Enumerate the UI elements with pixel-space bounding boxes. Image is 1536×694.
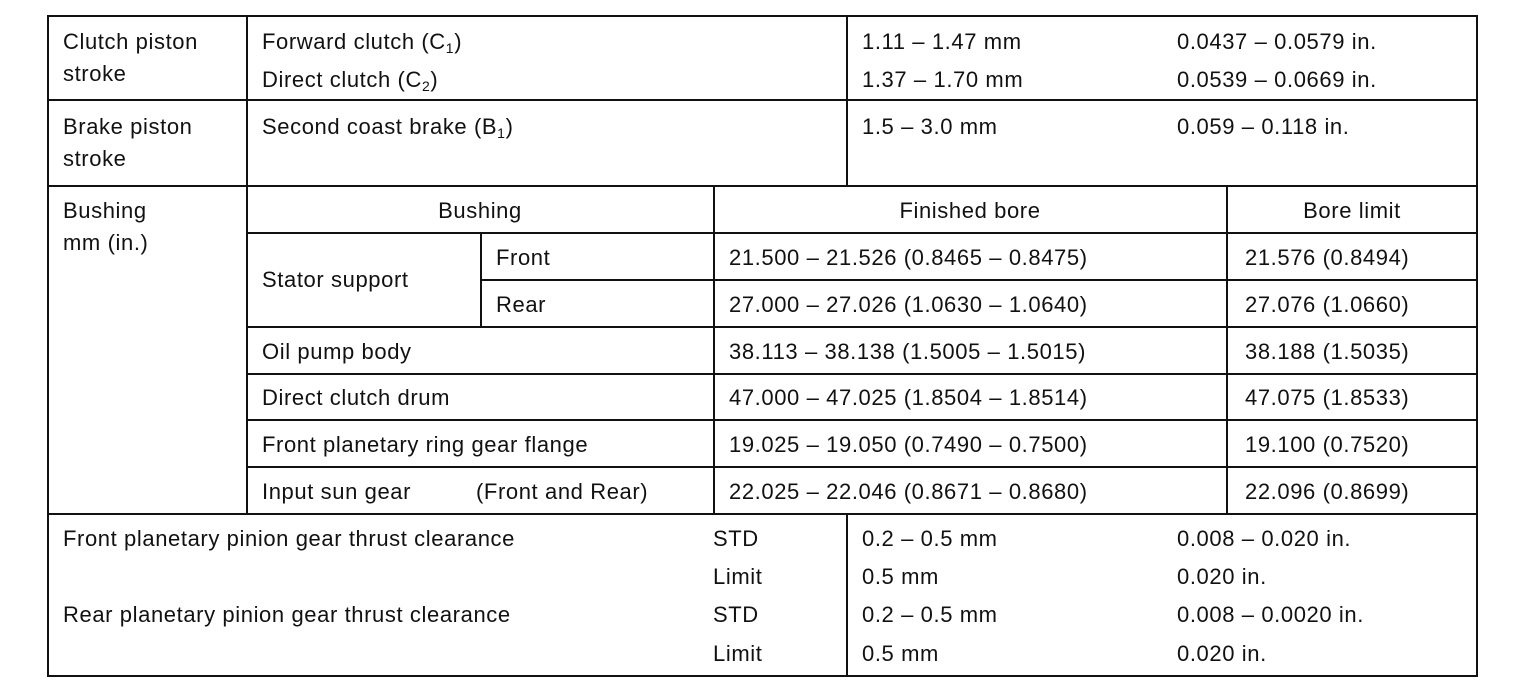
front-thrust-limit-mm: 0.5 mm <box>862 564 939 589</box>
bushing-label-line2: mm (in.) <box>63 230 149 255</box>
bushing-row-part: Front planetary ring gear flange <box>262 432 589 457</box>
bushing-row-finished-bore: 27.000 – 27.026 (1.0630 – 1.0640) <box>729 292 1088 317</box>
rear-thrust-std-label: STD <box>713 602 759 627</box>
front-thrust-limit-label: Limit <box>713 564 763 589</box>
bushing-row-finished-bore: 47.000 – 47.025 (1.8504 – 1.8514) <box>729 385 1088 410</box>
bushing-row-part: Front <box>496 245 551 270</box>
clutch-piston-label-line2: stroke <box>63 61 127 86</box>
forward-clutch-mm: 1.11 – 1.47 mm <box>862 29 1022 54</box>
forward-clutch-name: Forward clutch $(C_1)$ <box>262 29 463 56</box>
rear-thrust-limit-label: Limit <box>713 641 763 666</box>
bushing-row-bore-limit: 19.100 (0.7520) <box>1245 432 1410 457</box>
rear-thrust-limit-inch: 0.020 in. <box>1177 641 1267 666</box>
bushing-row-finished-bore: 21.500 – 21.526 (0.8465 – 0.8475) <box>729 245 1088 270</box>
forward-clutch-inch: 0.0437 – 0.0579 in. <box>1177 29 1377 54</box>
second-coast-brake-mm: 1.5 – 3.0 mm <box>862 114 998 139</box>
second-coast-brake-inch: 0.059 – 0.118 in. <box>1177 114 1350 139</box>
bushing-row-part-note: (Front and Rear) <box>476 479 649 504</box>
front-thrust-std-label: STD <box>713 526 759 551</box>
front-thrust-std-inch: 0.008 – 0.020 in. <box>1177 526 1352 551</box>
stator-support-label: Stator support <box>262 267 409 292</box>
bushing-row-part: Input sun gear <box>262 479 412 504</box>
bushing-label-line1: Bushing <box>63 198 147 223</box>
direct-clutch-name: Direct clutch $(C_2)$ <box>262 67 439 94</box>
rear-thrust-std-inch: 0.008 – 0.0020 in. <box>1177 602 1364 627</box>
bushing-row-finished-bore: 22.025 – 22.046 (0.8671 – 0.8680) <box>729 479 1088 504</box>
bushing-header-part: Bushing <box>438 198 522 223</box>
bushing-row-finished-bore: 19.025 – 19.050 (0.7490 – 0.7500) <box>729 432 1088 457</box>
bushing-row-bore-limit: 21.576 (0.8494) <box>1245 245 1410 270</box>
front-thrust-clearance-label: Front planetary pinion gear thrust clearance <box>63 526 515 551</box>
bushing-row-finished-bore: 38.113 – 38.138 (1.5005 – 1.5015) <box>729 339 1087 364</box>
bushing-row-part: Oil pump body <box>262 339 412 364</box>
brake-piston-label-line2: stroke <box>63 146 127 171</box>
bushing-header-bore-limit: Bore limit <box>1303 198 1401 223</box>
front-thrust-std-mm: 0.2 – 0.5 mm <box>862 526 998 551</box>
bushing-row-bore-limit: 27.076 (1.0660) <box>1245 292 1410 317</box>
bushing-row-bore-limit: 47.075 (1.8533) <box>1245 385 1410 410</box>
rear-thrust-std-mm: 0.2 – 0.5 mm <box>862 602 998 627</box>
bushing-row-bore-limit: 38.188 (1.5035) <box>1245 339 1410 364</box>
rear-thrust-clearance-label: Rear planetary pinion gear thrust clearance <box>63 602 511 627</box>
second-coast-brake-name: Second coast brake $(B_1)$ <box>262 114 514 141</box>
rear-thrust-limit-mm: 0.5 mm <box>862 641 939 666</box>
bushing-row-part: Rear <box>496 292 547 317</box>
direct-clutch-inch: 0.0539 – 0.0669 in. <box>1177 67 1377 92</box>
bushing-row-part: Direct clutch drum <box>262 385 451 410</box>
bushing-row-bore-limit: 22.096 (0.8699) <box>1245 479 1410 504</box>
direct-clutch-mm: 1.37 – 1.70 mm <box>862 67 1024 92</box>
brake-piston-label-line1: Brake piston <box>63 114 193 139</box>
bushing-header-finished-bore: Finished bore <box>899 198 1041 223</box>
front-thrust-limit-inch: 0.020 in. <box>1177 564 1267 589</box>
clutch-piston-label-line1: Clutch piston <box>63 29 198 54</box>
